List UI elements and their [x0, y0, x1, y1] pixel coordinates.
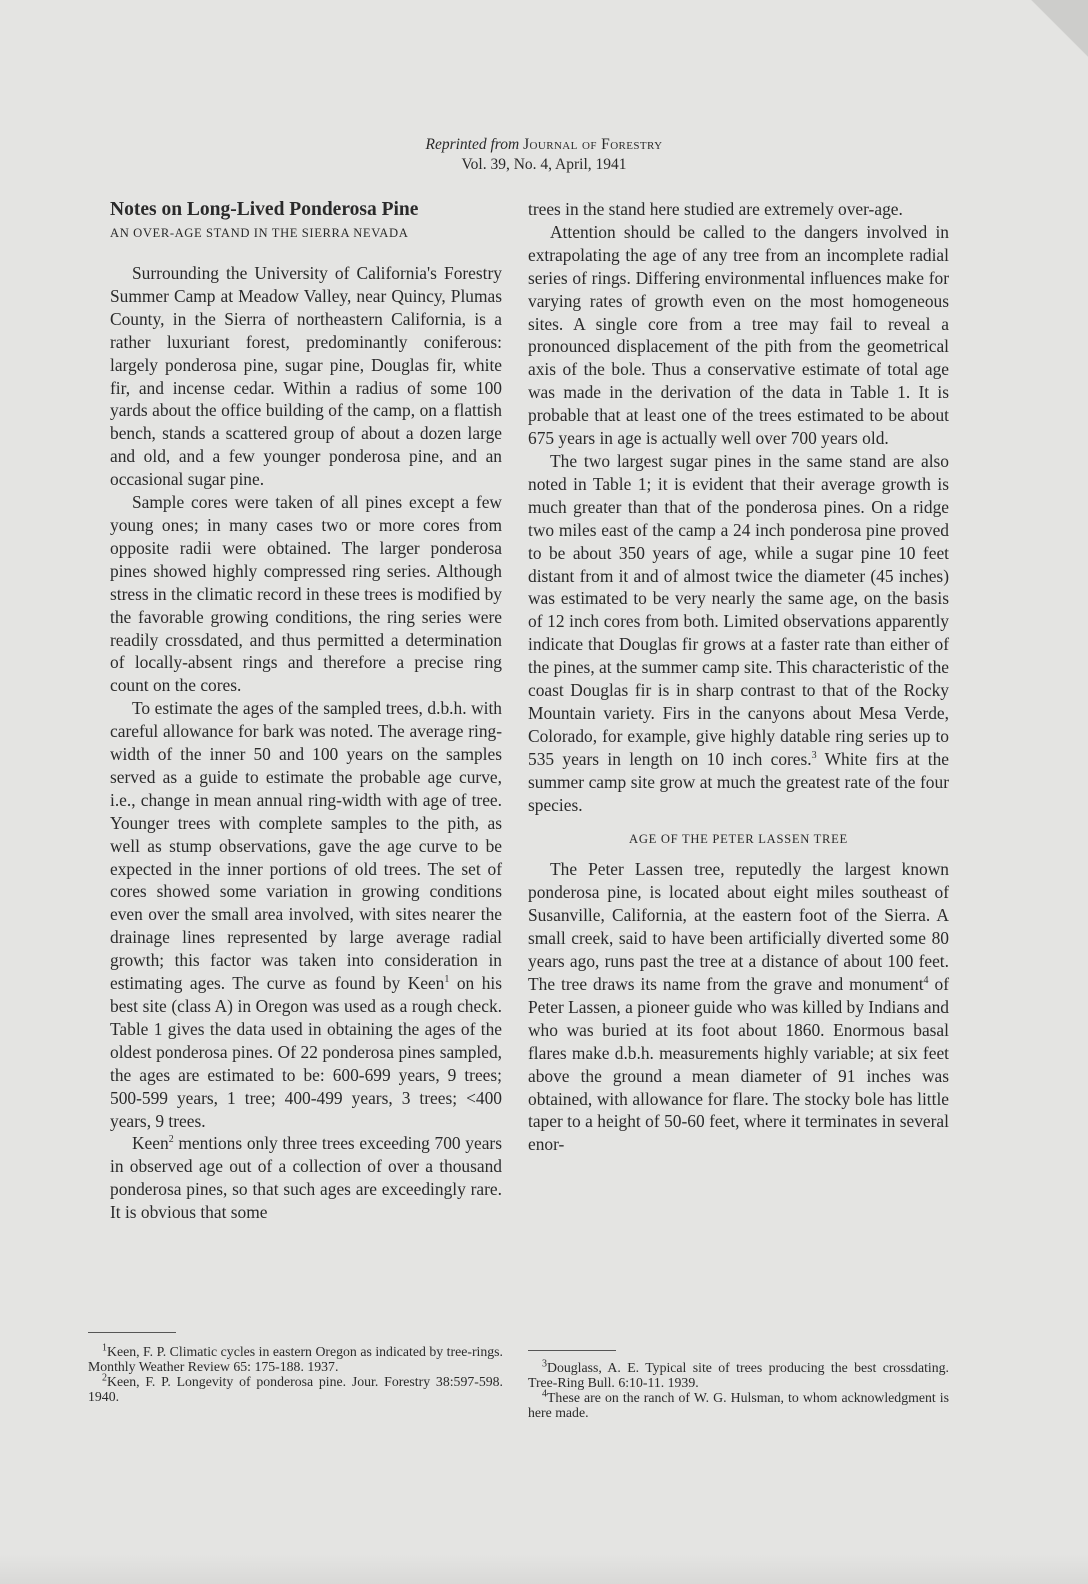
footnote-4-text: These are on the ranch of W. G. Hulsman, to whom acknowledgment is here made.	[528, 1390, 949, 1420]
footnote-ref-3: 3	[811, 749, 817, 761]
footnotes-left	[88, 1344, 503, 1404]
footnote-2	[88, 1374, 503, 1404]
right-column	[528, 198, 949, 1156]
paragraph-1: Surrounding the University of California's Forestry Summer Camp at Meadow Valley, near Quincy, Plumas County, in the Sierra of northeastern California, is a rather luxuriant forest, predominantly coniferous: largely ponderosa pine, sugar pine, Douglas fir, white fir, and incense cedar. Within a radius of some 100 yards about the office building of the camp, on a flattish bench, stands a scattered group of about a dozen large and old, and a few younger ponderosa pine, and an occasional sugar pine.	[110, 263, 502, 490]
paragraph-3	[110, 697, 502, 1132]
footnote-2-text: Keen, F. P. Longevity of ponderosa pine. Jour. Forestry 38:597-598. 1940.	[88, 1374, 503, 1404]
footnote-4-number: 4	[542, 1388, 547, 1400]
footnotes-right	[528, 1360, 949, 1420]
section-heading: AGE OF THE PETER LASSEN TREE	[629, 832, 848, 847]
footnote-3-text: Douglass, A. E. Typical site of trees producing the best crossdating. Tree-Ring Bull. 6:10-11. 1939.	[528, 1360, 949, 1390]
footnote-3	[528, 1360, 949, 1390]
footnote-3-number: 3	[542, 1358, 547, 1370]
paragraph-8	[528, 858, 949, 1156]
paragraph-4	[110, 1132, 502, 1224]
footnote-2-number: 2	[102, 1372, 107, 1384]
paragraph-8-text-a: The Peter Lassen tree, reputedly the largest known ponderosa pine, is located about eight miles southeast of Susanville, California, at the eastern foot of the Sierra. A small creek, said to have been artificially diverted some 80 years ago, runs past the tree at a distance of about 100 feet. The tree draws its name from the grave and monument	[528, 859, 949, 994]
paragraph-5: trees in the stand here studied are extremely over-age.	[528, 199, 903, 219]
footnote-ref-4: 4	[923, 975, 929, 987]
footnote-rule-right	[528, 1350, 616, 1351]
paragraph-4-text-a: Keen	[132, 1133, 169, 1154]
paragraph-7-text-b: White firs at the summer camp site grow at much the greatest rate of the four species.	[528, 748, 949, 815]
page-edge-shadow	[0, 1554, 1088, 1584]
paragraph-4-text-b: mentions only three trees exceeding 700 years in observed age out of a collection of over a thousand ponderosa pines, so that such ages are exceedingly rare. It is obvious that some	[110, 1133, 502, 1223]
paragraph-3-text-b: on his best site (class A) in Oregon was used as a rough check. Table 1 gives the data used in obtaining the ages of the oldest ponderosa pines. Of 22 ponderosa pines sampled, the ages are estimated to be: 600-699 years, 9 trees; 500-599 years, 1 tree; 400-499 years, 3 trees; <400 years, 9 trees.	[110, 973, 502, 1131]
volume-line: Vol. 39, No. 4, April, 1941	[461, 156, 627, 173]
footnote-4	[528, 1390, 949, 1420]
paragraph-7-text-a: The two largest sugar pines in the same stand are also noted in Table 1; it is evident that their average growth is much greater than that of the ponderosa pines. On a ridge two miles east of the camp a 24 inch ponderosa pine proved to be about 350 years of age, while a sugar pine 10 feet distant from it and of almost twice the diameter (45 inches) was estimated to be very nearly the same age, on the basis of 12 inch cores from both. Limited observations apparently indicate that Douglas fir grows at a faster rate than either of the pines, at the summer camp site. This characteristic of the coast Douglas fir is in sharp contrast to that of the Rocky Mountain variety. Firs in the canyons about Mesa Verde, Colorado, for example, give highly datable ring series up to 535 years in length on 10 inch cores.	[528, 450, 949, 769]
reprint-line	[0, 135, 1088, 155]
footnote-ref-2: 2	[168, 1134, 174, 1146]
footnote-ref-1: 1	[444, 974, 450, 986]
paragraph-6: Attention should be called to the dangers involved in extrapolating the age of any tree from an incomplete radial series of rings. Differing environmental influences make for varying rates of growth even on the most homogeneous sites. A single core from a tree may fail to reveal a pronounced displacement of the pith from the geometrical axis of the bole. Thus a conservative estimate of total age was made in the derivation of the data in Table 1. It is probable that at least one of the trees estimated to be about 675 years in age is actually well over 700 years old.	[528, 221, 949, 449]
folded-corner	[1018, 0, 1088, 70]
footnote-1-number: 1	[102, 1342, 107, 1354]
paragraph-2: Sample cores were taken of all pines except a few young ones; in many cases two or more cores from opposite radii were obtained. The larger ponderosa pines showed highly compressed ring series. Although stress in the climatic record in these trees is modified by the favorable growing conditions, the ring series were readily crossdated, and thus permitted a determination of locally-absent rings and therefore a precise ring count on the cores.	[110, 492, 502, 696]
paragraph-3-text-a: To estimate the ages of the sampled trees, d.b.h. with careful allowance for bark was noted. The average ring-width of the inner 50 and 100 years on the samples served as a guide to estimate the probable age curve, i.e., change in mean annual ring-width with age of tree. Younger trees with complete samples to the pith, as well as stump observations, gave the age curve to be expected in the inner portions of old trees. The set of cores showed some variation in growing conditions even over the small area involved, with sites nearer the drainage lines represented by large average radial growth; this factor was taken into consideration in estimating ages. The curve as found by Keen	[110, 698, 502, 994]
paragraph-7	[528, 450, 949, 817]
article-subtitle: AN OVER-AGE STAND IN THE SIERRA NEVADA	[110, 226, 409, 240]
masthead	[0, 135, 1088, 175]
article-title: Notes on Long-Lived Ponderosa Pine	[110, 199, 419, 220]
footnote-1	[88, 1344, 503, 1374]
reprinted-label: Reprinted from	[425, 136, 520, 153]
footnote-rule-left	[88, 1332, 176, 1333]
left-column	[110, 198, 502, 1224]
journal-name: Journal of Forestry	[523, 136, 663, 153]
footnote-1-text: Keen, F. P. Climatic cycles in eastern Oregon as indicated by tree-rings. Monthly Weather Review 65: 175-188. 1937.	[88, 1344, 503, 1374]
paragraph-8-text-b: of Peter Lassen, a pioneer guide who was killed by Indians and who was buried at its foot about 1860. Enormous basal flares make d.b.h. measurements highly variable; at six feet above the ground a mean diameter of 91 inches was obtained, with allowance for flare. The stocky bole has little taper to a height of 50-60 feet, where it terminates in several enor-	[528, 974, 949, 1155]
